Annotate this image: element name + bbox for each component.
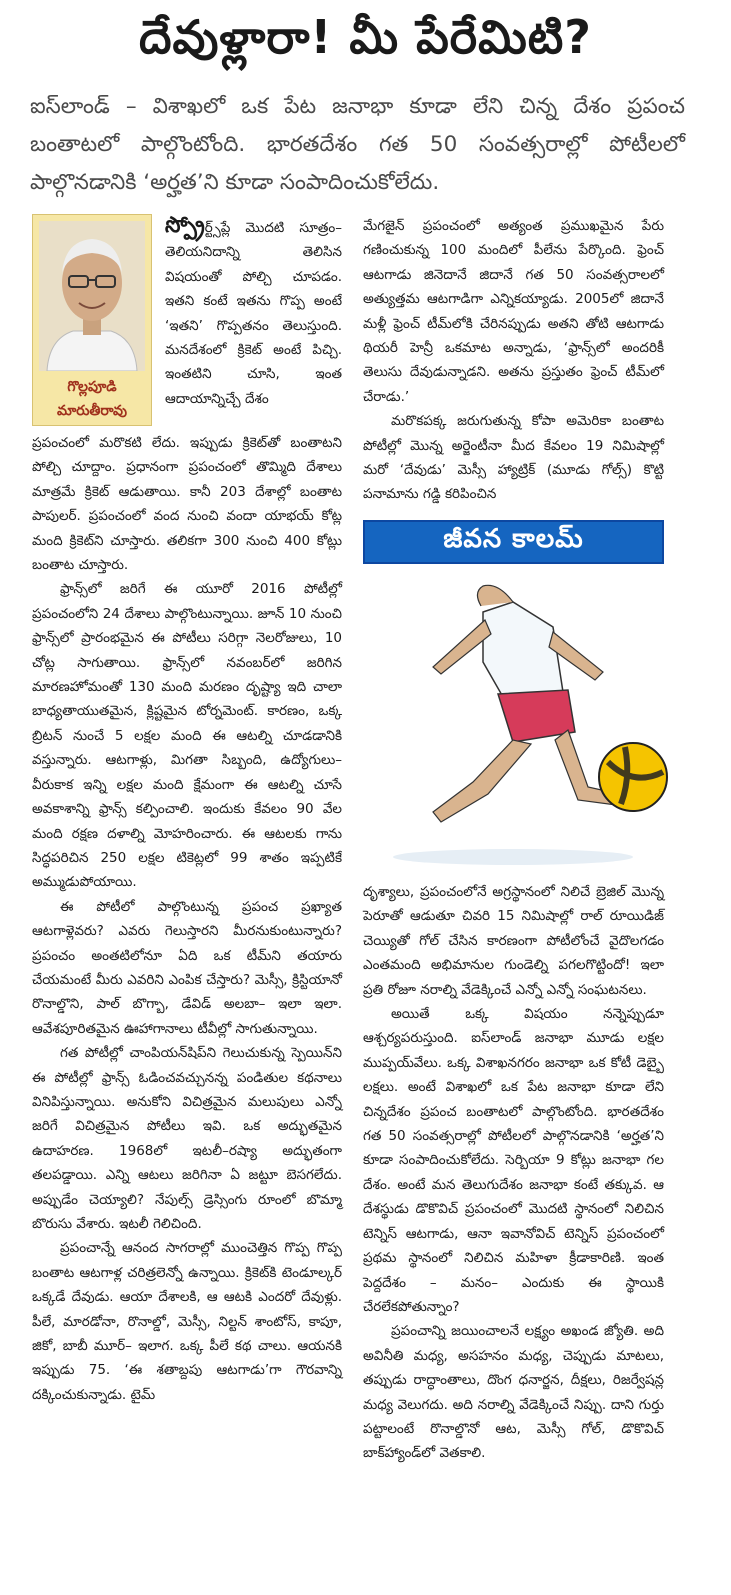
body-paragraph: అయితే ఒక్క విషయం నన్నెప్పుడూ ఆశ్చర్యపరుస్తుంది. ఐస్‌లాండ్ జనాభా మూడు లక్షల ముప్పయ్‌వేలు. ఒక్క విశాఖనగరం జనాభా ఒక కోటీ డెబ్బై లక్షలు. అంటే విశాఖలో ఒక పేట జనాభా కూడా లేని చిన్నదేశం ప్రపంచ బంతాటలో పాల్గొంటోంది. భారతదేశం గత 50 సంవత్సరాల్లో పోటీలలో పాల్గొనడానికి ‘అర్హత’ని కూడా సంపాదించుకోలేదు. సెర్బియా 9 కోట్లు జనాభా గల దేశం. అంటే మన తెలుగుదేశం జనాభా కంటే తక్కువ. ఆ దేశస్థుడు డొకొవిచ్ ప్రపంచంలో మొదటి స్థానంలో నిలిచిన టెన్నిస్ ఆటగాడు, ఆనా ఇవానోవిచ్ టెన్నిస్ ప్రపంచంలో ప్రథమ స్థానంలో నిలిచిన మహిళా క్రీడాకారిణి. ఇంత పెద్దదేశం – మనం– ఎందుకు ఈ స్థాయికి చేరలేకపోతున్నాం? <box>363 1006 664 1315</box>
football-player-illustration <box>363 572 668 872</box>
column-title: జీవన కాలమ్ <box>443 524 584 554</box>
body-paragraph: ర్ట్స్‌ప్లే మొదటి సూత్రం– తెలియనిదాన్ని తెలిసిన విషయంతో పోల్చి చూపడం. ఇతని కంటే ఇతను గొప్ప అంటే ‘ఇతని’ గొప్పతనం తెలుస్తుంది. మనదేశంలో క్రికెట్ అంటే పిచ్చి. ఇంతటిని చూసి, ఇంత ఆదాయాన్నిచ్చే దేశం <box>165 220 342 407</box>
right-column-top <box>363 214 664 507</box>
drop-cap: స్ప్రో <box>165 213 205 238</box>
body-paragraph: మరొకపక్క జరుగుతున్న కోపా అమెరికా బంతాట పోటీల్లో మొన్న అర్జెంటీనా మీద కేవలం 19 నిమిషాల్లో మరో ‘దేవుడు’ మెస్సీ హ్యాట్రిక్ (మూడు గోల్స్) కొట్టి పనామాను గడ్డి కరిపించిన <box>363 413 664 503</box>
body-paragraph: ఈ పోటీలో పాల్గొంటున్న ప్రపంచ ప్రఖ్యాత ఆటగాళ్లెవరు? ఎవరు గెలుస్తారని మీరనుకుంటున్నారు? ప్రపంచం అంతటిలోనూ ఏది ఒక టీమ్‌ని తయారు చేయమంటే మీరు ఎవరిని ఎంపిక చేస్తారు? మెస్సీ, క్రిస్టియానో రొనాల్డొని, పాల్ బొగ్బా, డేవిడ్ అలబా– ఇలా ఇలా. ఆవేశపూరితమైన ఊహాగానాలు టీవీల్లో సాగుతున్నాయి. <box>32 898 342 1037</box>
author-photo-box <box>32 214 152 426</box>
body-paragraph: ప్రపంచంలో మరొకటి లేదు. ఇప్పుడు క్రికెట్‌తో బంతాటని పోల్చి చూద్దాం. ప్రధానంగా ప్రపంచంలో తొమ్మిది దేశాలు మాత్రమే క్రికెట్ ఆడుతాయి. కానీ 203 దేశాల్లో బంతాట పాపులర్. ప్రపంచంలో వంద నుంచి వందా యాభయ్ కోట్ల మంది క్రికెట్‌ని చూస్తారు. తలికగా 300 నుంచి 400 కోట్లు బంతాట చూస్తారు. <box>32 435 342 574</box>
body-paragraph: గత పోటీల్లో చాంపియన్‌షిప్‌ని గెలుచుకున్న స్పెయిన్‌ని ఈ పోటీల్లో ఫ్రాన్స్ ఓడించవచ్చునన్న పండితుల కథనాలు వినిపిస్తున్నాయి. అనుకోని విచిత్రమైన మలుపులు ఎన్నో జరిగే విచిత్రమైన పోటీలు ఇవి. ఒక అద్భుతమైన ఉదాహరణ. 1968లో ఇటలీ–రష్యా అద్భుతంగా తలపడ్డాయి. ఎన్ని ఆటలు జరిగినా ఏ జట్టూ బెసగలేదు. అప్పుడేం చెయ్యాలి? నేపుల్స్ డ్రెస్సింగు రూంలో బొమ్మా బొరుసు వేశారు. ఇటలీ గెలిచింది. <box>32 1045 342 1232</box>
author-byline <box>33 375 151 423</box>
body-paragraph: ప్రపంచాన్నే ఆనంద సాగరాల్లో ముంచెత్తిన గొప్ప గొప్ప బంతాట ఆటగాళ్ల చరిత్రలెన్నో ఉన్నాయి. క్రికెట్‌కి టెండూల్కర్ ఒక్కడే దేవుడు. ఆయా దేశాలకి, ఆ ఆటకి ఎందరో దేవుళ్లు. పీలే, మారడోనా, రొనాల్డో, మెస్సీ, నిల్టన్ శాంటోస్, కాపూ, జికో, బాబీ మూర్– ఇలాగ. ఒక్క పీలే కథ చాలు. ఆయనకి ఇప్పుడు 75. ‘ఈ శతాబ్దపు ఆటగాడు’గా గౌరవాన్ని దక్కించుకున్నాడు. టైమ్ <box>32 1240 342 1403</box>
headline: దేవుళ్లారా! మీ పేరేమిటి? <box>139 10 592 64</box>
body-paragraph: ఫ్రాన్స్‌లో జరిగే ఈ యూరో 2016 పోటీల్లో ప్రపంచంలోని 24 దేశాలు పాల్గొంటున్నాయి. జూన్ 10 నుంచి ఫ్రాన్స్‌లో ప్రారంభమైన ఈ పోటీలు సరిగ్గా నెలరోజులు, 10 చోట్ల సాగుతాయి. ఫ్రాన్స్‌లో నవంబర్‌లో జరిగిన మారణహోమంతో 130 మంది మరణం దృష్ట్యా ఇది చాలా బాధ్యతాయుతమైన, క్లిష్టమైన టోర్నమెంట్. కారణం, ఒక్క బ్రిటన్ నుంచే 5 లక్షల మంది ఈ ఆటల్ని చూడడానికి వస్తున్నారు. ఆటగాళ్లు, మిగతా సిబ్బంది, ఉద్యోగులు– వీరుకాక ఇన్ని లక్షల మంది క్షేమంగా ఈ ఆటల్ని చూసే అవకాశాన్ని ఫ్రాన్స్ కల్పించాలి. ఇందుకు కేవలం 90 వేల మంది రక్షణ దళాల్ని మోహరించారు. ఈ ఆటలకు గాను సిద్ధపరిచిన 250 లక్షల టికెట్లలో 99 శాతం ఇప్పటికే అమ్ముడుపోయాయి. <box>32 581 342 891</box>
body-paragraph: దృశ్యాలు, ప్రపంచంలోనే అగ్రస్థానంలో నిలిచే బ్రెజిల్ మొన్న పెరూతో ఆడుతూ చివరి 15 నిమిషాల్లో రాల్ రూయిడిజ్ చెయ్యితో గోల్ చేసిన కారణంగా పోటీలోంచే వైదొలగడం ఎంతమంది అభిమానుల గుండెల్ని పగలగొట్టిందో! ఇలా ప్రతి రోజూ నరాల్ని వేడెక్కించే ఎన్నో ఎన్నో సంఘటనలు. <box>363 884 664 998</box>
author-portrait <box>39 221 145 371</box>
author-name-line1: గొల్లపూడి <box>67 379 117 395</box>
left-column-top <box>165 214 342 411</box>
standfirst: ఐస్‌లాండ్ – విశాఖలో ఒక పేట జనాభా కూడా లేని చిన్న దేశం ప్రపంచ బంతాటలో పాల్గొంటోంది. భారతదేశం గత 50 సంవత్సరాల్లో పోటీలలో పాల్గొనడానికి ‘అర్హత’ని కూడా సంపాదించుకోలేదు. <box>30 94 685 195</box>
left-column <box>32 431 342 1407</box>
body-paragraph: మేగజైన్ ప్రపంచంలో అత్యంత ప్రముఖమైన పేరు గణించుకున్న 100 మందిలో పీలేను పేర్కొంది. ఫ్రెంచ్ ఆటగాడు జినెదానే జిదానే గత 50 సంవత్సరాలలో అత్యుత్తమ ఆటగాడిగా ఎన్నికయ్యాడు. 2005లో జిదానే మళ్లీ ఫ్రెంచ్ టీమ్‌లోకి చేరినప్పుడు అతని తోటి ఆటగాడు థియరీ హెన్రీ ఒకమాట అన్నాడు, ‘ఫ్రాన్స్‌లో అందరికీ తెలుసు దేవుడున్నాడని. అతను ప్రస్తుతం ఫ్రెంచ్ టీమ్‌లో చేరాడు.’ <box>363 218 664 405</box>
body-paragraph: ప్రపంచాన్ని జయించాలనే లక్ష్యం అఖండ జ్యోతి. అది అవినీతి మధ్య, అసహనం మధ్య, చెప్పుడు మాటలు, తప్పుడు రాద్ధాంతాలు, దొంగ ధనార్జన, దీక్షలు, రిజర్వేషన్ల మధ్య వెలుగదు. అది నరాల్ని వేడెక్కించే నిప్పు. దాని గుర్తు పట్టాలంటే రొనాల్డొనో ఆట, మెస్సీ గోల్, డొకొవిచ్ బాక్‌హ్యాండ్‌లో వెతకాలి. <box>363 1323 664 1462</box>
column-title-banner <box>363 520 664 564</box>
author-name-line2: మారుతీరావు <box>56 403 128 419</box>
right-column-bottom <box>363 880 664 1466</box>
